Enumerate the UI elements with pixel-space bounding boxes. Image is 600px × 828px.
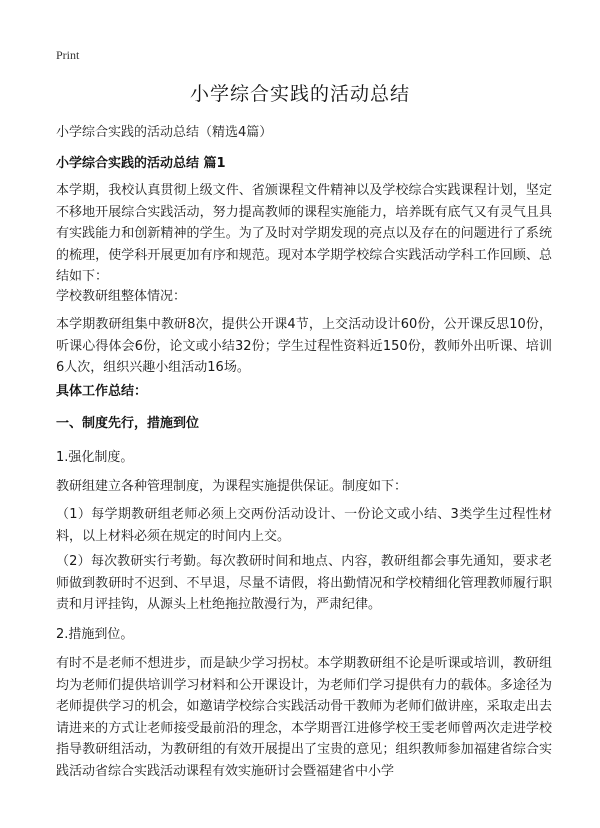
- overall-label: 学校教研组整体情况：: [56, 289, 187, 304]
- stats-paragraph: 本学期教研组集中教研8次，提供公开课4节，上交活动设计60份，公开课反思10份，听课心得体会6份，论文或小结32份；学生过程性资料近150份，教师外出听课、培训6人次，组织兴趣小组活动16场。: [56, 317, 552, 375]
- section-heading: 小学综合实践的活动总结 篇1: [56, 156, 226, 171]
- part1-heading: 一、制度先行，措施到位: [56, 416, 200, 431]
- work-summary-heading: 具体工作总结：: [56, 384, 148, 399]
- item1-heading: 1.强化制度。: [56, 450, 134, 465]
- item1-sub2: （2）每次教研实行考勤。每次教研时间和地点、内容，教研组都会事先通知，要求老师做到教研时不迟到、不早退，尽量不请假，将出勤情况和学校精细化管理教师履行职责和月评挂钩，从源头上杜绝拖拉散漫行为，严肃纪律。: [56, 554, 552, 612]
- item2-body: 有时不是老师不想进步，而是缺少学习拐杖。本学期教研组不论是听课或培训，教研组均为老师们提供培训学习材料和公开课设计，为老师们学习提供有力的载体。多途径为老师提供学习的机会，如邀请学校综合实践活动骨干教师为老师们做讲座，采取走出去请进来的方式让老师接受最前沿的理念，本学期晋江进修学校王雯老师曾两次走进学校指导教研组活动，为教研组的有效开展提出了宝贵的意见；组织教师参加福建省综合实践活动省综合实践活动课程有效实施研讨会暨福建省中小学: [56, 656, 552, 779]
- intro-paragraph: 本学期，我校认真贯彻上级文件、省颁课程文件精神以及学校综合实践课程计划，坚定不移地开展综合实践活动，努力提高教师的课程实施能力，培养既有底气又有灵气且具有实践能力和创新精神的学生。为了及时对学期发现的亮点以及存在的问题进行了系统的梳理，使学科开展更加有序和规范。现对本学期学校综合实践活动学科工作回顾、总结如下：: [56, 183, 552, 284]
- item1-body: 教研组建立各种管理制度，为课程实施提供保证。制度如下：: [56, 479, 408, 494]
- page-title: 小学综合实践的活动总结: [189, 83, 410, 105]
- item1-sub1: （1）每学期教研组老师必须上交两份活动设计、一份论文或小结、3类学生过程性材料，以上材料必须在规定的时间内上交。: [56, 507, 552, 544]
- item2-heading: 2.措施到位。: [56, 627, 134, 642]
- print-label: Print: [56, 48, 80, 62]
- document-subtitle: 小学综合实践的活动总结（精选4篇）: [56, 125, 273, 140]
